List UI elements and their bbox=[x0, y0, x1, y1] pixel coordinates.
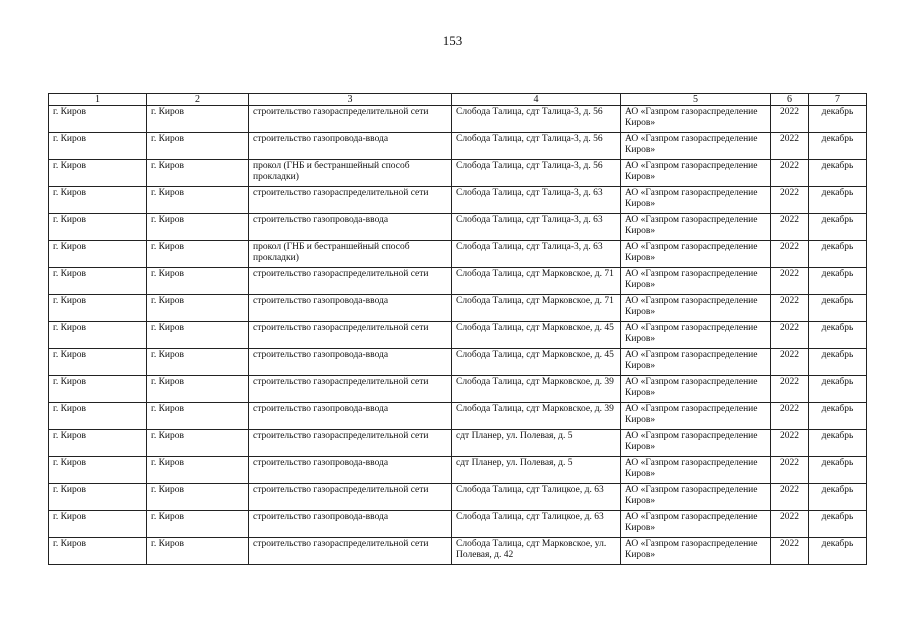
cell-year: 2022 bbox=[771, 241, 809, 268]
cell-address: Слобода Талица, сдт Марковское, ул. Полевая, д. 42 bbox=[452, 538, 621, 565]
cell-organization: АО «Газпром газораспределение Киров» bbox=[621, 376, 771, 403]
header-col-4: 4 bbox=[452, 94, 621, 106]
cell-settlement: г. Киров bbox=[147, 322, 249, 349]
cell-year: 2022 bbox=[771, 538, 809, 565]
cell-address: Слобода Талица, сдт Марковское, д. 45 bbox=[452, 349, 621, 376]
cell-address: Слобода Талица, сдт Марковское, д. 45 bbox=[452, 322, 621, 349]
cell-year: 2022 bbox=[771, 106, 809, 133]
cell-organization: АО «Газпром газораспределение Киров» bbox=[621, 430, 771, 457]
cell-year: 2022 bbox=[771, 187, 809, 214]
cell-year: 2022 bbox=[771, 268, 809, 295]
cell-organization: АО «Газпром газораспределение Киров» bbox=[621, 349, 771, 376]
cell-month: декабрь bbox=[809, 403, 867, 430]
cell-organization: АО «Газпром газораспределение Киров» bbox=[621, 403, 771, 430]
table-row bbox=[49, 511, 867, 538]
table-body bbox=[49, 106, 867, 565]
cell-settlement: г. Киров bbox=[147, 430, 249, 457]
cell-work-type: строительство газораспределительной сети bbox=[249, 430, 452, 457]
cell-municipality: г. Киров bbox=[49, 241, 147, 268]
table-row bbox=[49, 214, 867, 241]
table-row bbox=[49, 349, 867, 376]
cell-municipality: г. Киров bbox=[49, 484, 147, 511]
table-row bbox=[49, 484, 867, 511]
cell-address: сдт Планер, ул. Полевая, д. 5 bbox=[452, 430, 621, 457]
table-row bbox=[49, 538, 867, 565]
cell-settlement: г. Киров bbox=[147, 160, 249, 187]
table-row bbox=[49, 268, 867, 295]
table-row bbox=[49, 457, 867, 484]
cell-work-type: строительство газораспределительной сети bbox=[249, 322, 452, 349]
header-col-3: 3 bbox=[249, 94, 452, 106]
cell-year: 2022 bbox=[771, 403, 809, 430]
cell-municipality: г. Киров bbox=[49, 187, 147, 214]
header-row bbox=[49, 94, 867, 106]
cell-year: 2022 bbox=[771, 214, 809, 241]
cell-month: декабрь bbox=[809, 160, 867, 187]
cell-settlement: г. Киров bbox=[147, 457, 249, 484]
header-col-2: 2 bbox=[147, 94, 249, 106]
cell-address: Слобода Талица, сдт Талица-3, д. 56 bbox=[452, 160, 621, 187]
cell-month: декабрь bbox=[809, 349, 867, 376]
cell-organization: АО «Газпром газораспределение Киров» bbox=[621, 511, 771, 538]
cell-municipality: г. Киров bbox=[49, 430, 147, 457]
cell-settlement: г. Киров bbox=[147, 511, 249, 538]
cell-organization: АО «Газпром газораспределение Киров» bbox=[621, 133, 771, 160]
gas-works-table bbox=[48, 93, 867, 565]
cell-address: Слобода Талица, сдт Марковское, д. 71 bbox=[452, 295, 621, 322]
cell-organization: АО «Газпром газораспределение Киров» bbox=[621, 538, 771, 565]
header-col-5: 5 bbox=[621, 94, 771, 106]
cell-month: декабрь bbox=[809, 295, 867, 322]
cell-municipality: г. Киров bbox=[49, 511, 147, 538]
cell-month: декабрь bbox=[809, 511, 867, 538]
cell-municipality: г. Киров bbox=[49, 322, 147, 349]
cell-address: Слобода Талица, сдт Талицкое, д. 63 bbox=[452, 511, 621, 538]
header-col-6: 6 bbox=[771, 94, 809, 106]
cell-month: декабрь bbox=[809, 187, 867, 214]
cell-municipality: г. Киров bbox=[49, 376, 147, 403]
cell-municipality: г. Киров bbox=[49, 268, 147, 295]
cell-municipality: г. Киров bbox=[49, 106, 147, 133]
cell-month: декабрь bbox=[809, 268, 867, 295]
cell-work-type: строительство газораспределительной сети bbox=[249, 376, 452, 403]
table-header bbox=[49, 94, 867, 106]
cell-month: декабрь bbox=[809, 241, 867, 268]
cell-work-type: строительство газопровода-ввода bbox=[249, 511, 452, 538]
cell-year: 2022 bbox=[771, 484, 809, 511]
table-row bbox=[49, 160, 867, 187]
header-col-1: 1 bbox=[49, 94, 147, 106]
cell-municipality: г. Киров bbox=[49, 349, 147, 376]
table-row bbox=[49, 241, 867, 268]
table-row bbox=[49, 187, 867, 214]
table-row bbox=[49, 106, 867, 133]
cell-work-type: строительство газораспределительной сети bbox=[249, 268, 452, 295]
cell-work-type: строительство газопровода-ввода bbox=[249, 457, 452, 484]
cell-settlement: г. Киров bbox=[147, 349, 249, 376]
cell-settlement: г. Киров bbox=[147, 538, 249, 565]
cell-work-type: строительство газораспределительной сети bbox=[249, 106, 452, 133]
cell-organization: АО «Газпром газораспределение Киров» bbox=[621, 160, 771, 187]
cell-work-type: строительство газораспределительной сети bbox=[249, 538, 452, 565]
cell-year: 2022 bbox=[771, 133, 809, 160]
cell-address: Слобода Талица, сдт Талица-3, д. 56 bbox=[452, 106, 621, 133]
cell-municipality: г. Киров bbox=[49, 457, 147, 484]
cell-organization: АО «Газпром газораспределение Киров» bbox=[621, 457, 771, 484]
cell-month: декабрь bbox=[809, 376, 867, 403]
cell-municipality: г. Киров bbox=[49, 214, 147, 241]
cell-organization: АО «Газпром газораспределение Киров» bbox=[621, 322, 771, 349]
cell-settlement: г. Киров bbox=[147, 241, 249, 268]
cell-address: Слобода Талица, сдт Марковское, д. 39 bbox=[452, 376, 621, 403]
cell-address: Слобода Талица, сдт Талица-3, д. 63 bbox=[452, 214, 621, 241]
cell-work-type: прокол (ГНБ и бестраншейный способ прокладки) bbox=[249, 160, 452, 187]
cell-address: Слобода Талица, сдт Талица-3, д. 56 bbox=[452, 133, 621, 160]
cell-municipality: г. Киров bbox=[49, 403, 147, 430]
table-row bbox=[49, 295, 867, 322]
cell-year: 2022 bbox=[771, 322, 809, 349]
cell-municipality: г. Киров bbox=[49, 538, 147, 565]
cell-settlement: г. Киров bbox=[147, 268, 249, 295]
cell-work-type: строительство газопровода-ввода bbox=[249, 295, 452, 322]
cell-work-type: строительство газопровода-ввода bbox=[249, 133, 452, 160]
cell-work-type: строительство газораспределительной сети bbox=[249, 187, 452, 214]
cell-month: декабрь bbox=[809, 538, 867, 565]
cell-work-type: строительство газораспределительной сети bbox=[249, 484, 452, 511]
cell-municipality: г. Киров bbox=[49, 160, 147, 187]
cell-organization: АО «Газпром газораспределение Киров» bbox=[621, 484, 771, 511]
cell-month: декабрь bbox=[809, 106, 867, 133]
cell-work-type: строительство газопровода-ввода bbox=[249, 349, 452, 376]
cell-organization: АО «Газпром газораспределение Киров» bbox=[621, 106, 771, 133]
cell-year: 2022 bbox=[771, 376, 809, 403]
cell-work-type: прокол (ГНБ и бестраншейный способ прокладки) bbox=[249, 241, 452, 268]
cell-year: 2022 bbox=[771, 511, 809, 538]
header-col-7: 7 bbox=[809, 94, 867, 106]
cell-work-type: строительство газопровода-ввода bbox=[249, 214, 452, 241]
cell-settlement: г. Киров bbox=[147, 403, 249, 430]
cell-month: декабрь bbox=[809, 484, 867, 511]
table-row bbox=[49, 322, 867, 349]
cell-municipality: г. Киров bbox=[49, 133, 147, 160]
cell-month: декабрь bbox=[809, 322, 867, 349]
cell-address: Слобода Талица, сдт Марковское, д. 39 bbox=[452, 403, 621, 430]
cell-year: 2022 bbox=[771, 430, 809, 457]
cell-year: 2022 bbox=[771, 295, 809, 322]
cell-address: Слобода Талица, сдт Талица-3, д. 63 bbox=[452, 241, 621, 268]
table-row bbox=[49, 430, 867, 457]
cell-settlement: г. Киров bbox=[147, 214, 249, 241]
cell-organization: АО «Газпром газораспределение Киров» bbox=[621, 241, 771, 268]
cell-month: декабрь bbox=[809, 430, 867, 457]
cell-settlement: г. Киров bbox=[147, 106, 249, 133]
cell-year: 2022 bbox=[771, 457, 809, 484]
cell-month: декабрь bbox=[809, 214, 867, 241]
cell-address: Слобода Талица, сдт Марковское, д. 71 bbox=[452, 268, 621, 295]
table-row bbox=[49, 376, 867, 403]
cell-address: Слобода Талица, сдт Талицкое, д. 63 bbox=[452, 484, 621, 511]
cell-organization: АО «Газпром газораспределение Киров» bbox=[621, 268, 771, 295]
cell-settlement: г. Киров bbox=[147, 133, 249, 160]
cell-year: 2022 bbox=[771, 160, 809, 187]
table-row bbox=[49, 133, 867, 160]
cell-settlement: г. Киров bbox=[147, 295, 249, 322]
cell-organization: АО «Газпром газораспределение Киров» bbox=[621, 214, 771, 241]
cell-year: 2022 bbox=[771, 349, 809, 376]
cell-address: сдт Планер, ул. Полевая, д. 5 bbox=[452, 457, 621, 484]
cell-settlement: г. Киров bbox=[147, 187, 249, 214]
cell-organization: АО «Газпром газораспределение Киров» bbox=[621, 187, 771, 214]
cell-organization: АО «Газпром газораспределение Киров» bbox=[621, 295, 771, 322]
cell-work-type: строительство газопровода-ввода bbox=[249, 403, 452, 430]
cell-settlement: г. Киров bbox=[147, 484, 249, 511]
cell-settlement: г. Киров bbox=[147, 376, 249, 403]
cell-month: декабрь bbox=[809, 457, 867, 484]
table-row bbox=[49, 403, 867, 430]
cell-municipality: г. Киров bbox=[49, 295, 147, 322]
cell-address: Слобода Талица, сдт Талица-3, д. 63 bbox=[452, 187, 621, 214]
page-number: 153 bbox=[442, 33, 463, 48]
cell-month: декабрь bbox=[809, 133, 867, 160]
